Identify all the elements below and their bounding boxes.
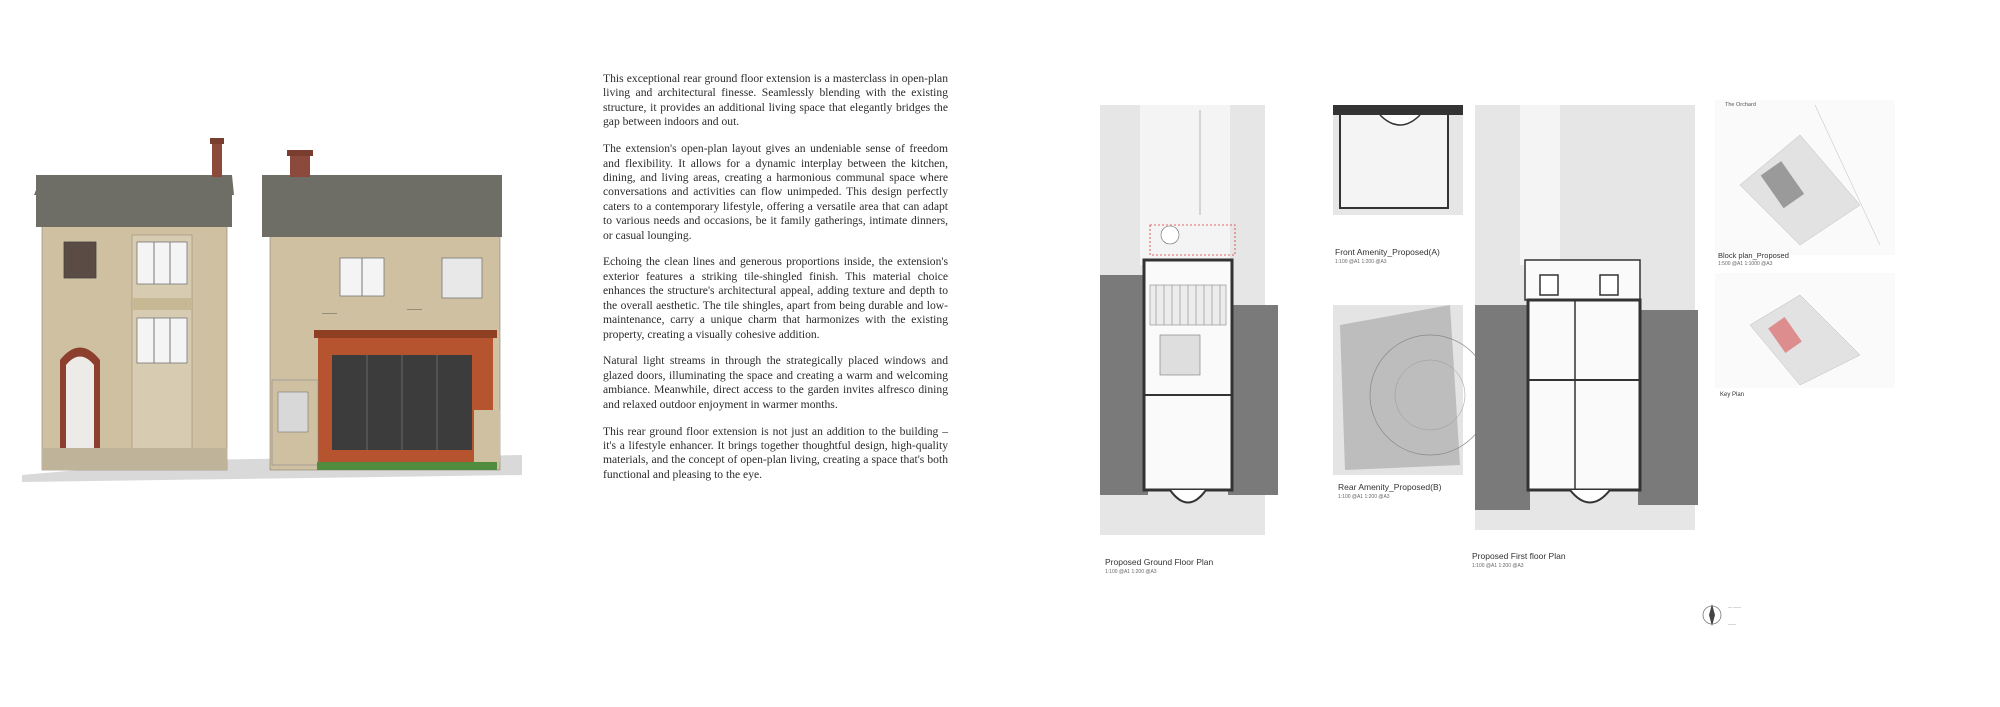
architectural-plans-sheet bbox=[1100, 95, 1900, 675]
key-plan-title: Key Plan bbox=[1720, 392, 1745, 398]
svg-text:———: ——— bbox=[322, 311, 337, 317]
block-plan-drawing bbox=[1715, 100, 1895, 255]
ground-floor-plan-title: Proposed Ground Floor Plan bbox=[1105, 557, 1214, 567]
plans-drawing bbox=[1100, 95, 1900, 675]
paragraph-1: This exceptional rear ground floor extension is a masterclass in open-plan living and architectural finesse. Seamlessly blending with the existing structure, it provides an additional living space that elegantly bridges the gap between indoors and out. bbox=[603, 72, 948, 129]
description-text-block bbox=[603, 72, 948, 495]
first-floor-plan-title: Proposed First floor Plan bbox=[1472, 551, 1566, 561]
rear-amenity-scale: 1:100 @A1 1:200 @A3 bbox=[1338, 494, 1390, 500]
paragraph-4: Natural light streams in through the strategically placed windows and glazed doors, illuminating the space and creating a warm and welcoming ambiance. Meanwhile, direct access to the garden invites alfresco dining and relaxed outdoor enjoyment in warmer months. bbox=[603, 354, 948, 411]
front-amenity-drawing bbox=[1333, 105, 1463, 215]
paragraph-2: The extension's open-plan layout gives an undeniable sense of freedom and flexibility. It allows for a dynamic interplay between the kitchen, dining, and living areas, creating a harmonious communal space where conversations and activities can flow unimpeded. This design perfectly caters to a contemporary lifestyle, offering a versatile area that can adapt to various needs and occasions, be it family gatherings, intimate dinners, or casual lounging. bbox=[603, 142, 948, 242]
key-plan-drawing bbox=[1715, 273, 1895, 388]
north-arrow-icon bbox=[1703, 604, 1721, 626]
site-label: The Orchard bbox=[1725, 102, 1756, 108]
paragraph-5: This rear ground floor extension is not just an addition to the building – it's a lifestyle enhancer. It brings together thoughtful design, high-quality materials, and the concept of open-plan living, creating a space that's both functional and pleasing to the eye. bbox=[603, 424, 948, 481]
block-plan-title: Block plan_Proposed bbox=[1718, 251, 1789, 260]
svg-text:——: —— bbox=[1728, 621, 1736, 626]
first-floor-plan-drawing bbox=[1475, 105, 1698, 530]
house-elevation-drawing bbox=[22, 130, 522, 495]
first-floor-plan-scale: 1:100 @A1 1:200 @A3 bbox=[1472, 563, 1524, 569]
front-amenity-scale: 1:100 @A1 1:200 @A3 bbox=[1335, 259, 1387, 265]
svg-text:———: ——— bbox=[407, 307, 422, 313]
rear-amenity-title: Rear Amenity_Proposed(B) bbox=[1338, 482, 1442, 492]
rear-elevation-illustration bbox=[22, 130, 522, 495]
front-amenity-title: Front Amenity_Proposed(A) bbox=[1335, 247, 1440, 257]
block-plan-scale: 1:500 @A1 1:1000 @A3 bbox=[1718, 261, 1773, 267]
ground-floor-plan-scale: 1:100 @A1 1:200 @A3 bbox=[1105, 569, 1157, 575]
paragraph-3: Echoing the clean lines and generous proportions inside, the extension's exterior features a striking tile-shingled finish. This material choice enhances the structure's architectural appeal, adding texture and depth to the overall aesthetic. The tile shingles, apart from being durable and low-maintenance, carry a unique charm that harmonizes with the existing property, creating a visually cohesive addition. bbox=[603, 255, 948, 341]
svg-text:— ——: — —— bbox=[1728, 604, 1742, 609]
ground-floor-plan-drawing bbox=[1100, 105, 1278, 535]
rear-amenity-drawing bbox=[1333, 305, 1490, 475]
